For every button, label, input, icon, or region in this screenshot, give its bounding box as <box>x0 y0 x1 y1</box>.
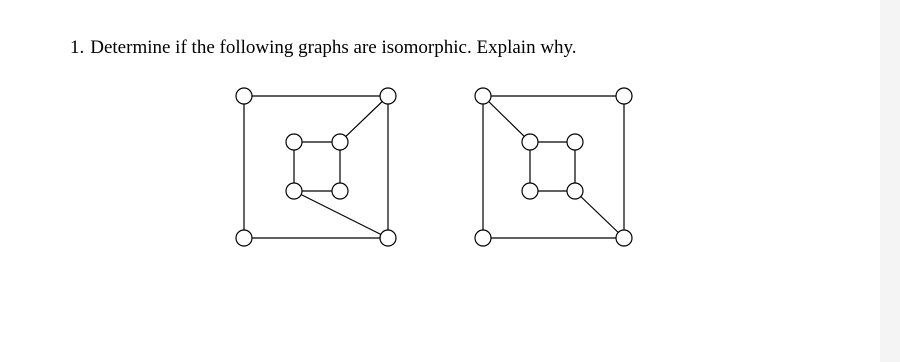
graph-right <box>475 88 632 246</box>
vertex-outer-br <box>616 230 632 246</box>
vertex-inner-bl <box>522 183 538 199</box>
vertex-outer-br <box>380 230 396 246</box>
edge-inner-tr-outer-tr <box>340 96 388 142</box>
vertex-outer-bl <box>475 230 491 246</box>
vertex-inner-tl <box>522 134 538 150</box>
scrollbar-gutter[interactable] <box>880 0 900 362</box>
vertex-inner-br <box>332 183 348 199</box>
problem-number: 1. <box>70 37 85 58</box>
edge-inner-br-outer-br <box>575 191 624 238</box>
vertex-outer-bl <box>236 230 252 246</box>
vertex-inner-tl <box>286 134 302 150</box>
problem-text: Determine if the following graphs are isomorphic. Explain why. <box>90 37 577 58</box>
vertex-outer-tl <box>475 88 491 104</box>
edge-inner-tl-outer-tl <box>483 96 530 142</box>
vertex-inner-br <box>567 183 583 199</box>
vertex-outer-tr <box>380 88 396 104</box>
vertex-outer-tl <box>236 88 252 104</box>
graph-left <box>236 88 396 246</box>
vertex-inner-tr <box>567 134 583 150</box>
vertex-inner-tr <box>332 134 348 150</box>
vertex-outer-tr <box>616 88 632 104</box>
vertex-inner-bl <box>286 183 302 199</box>
